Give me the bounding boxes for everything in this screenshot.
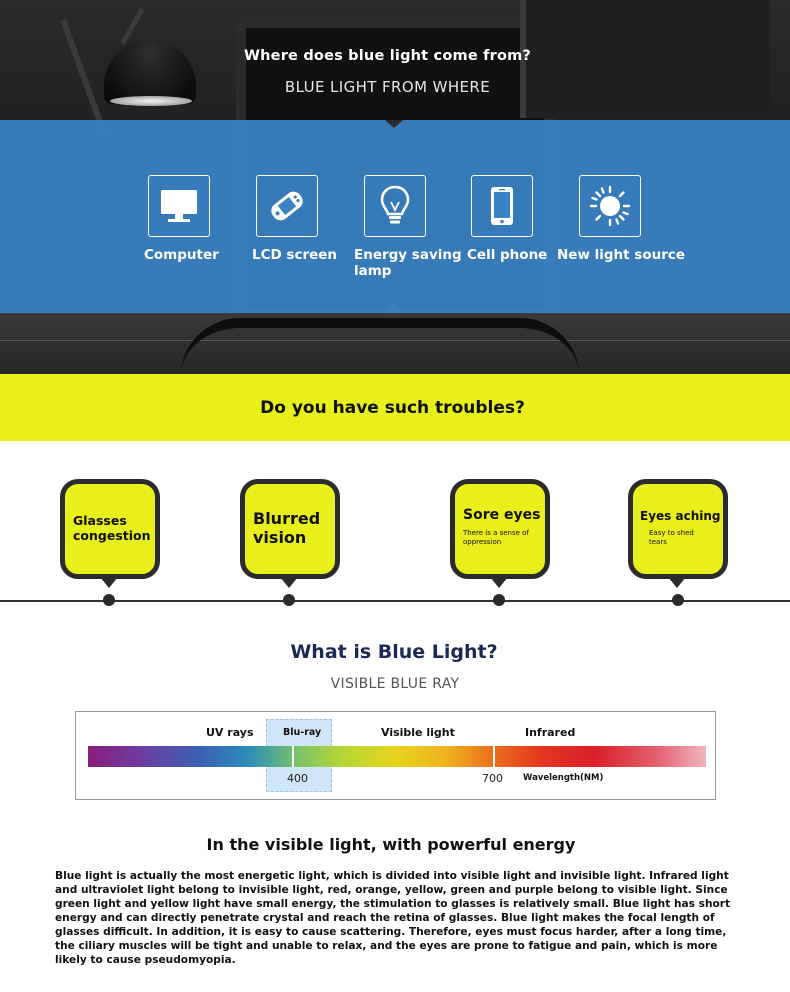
- timeline-dot: [283, 594, 295, 606]
- energy-body: Blue light is actually the most energetic light, which is divided into visible light and invisible light. Infrared light and ultraviolet light belong to invisible light, red, orange, yellow, green and purple belong to visible light. Since green light and yellow light have small energy, the stimulation to glasses is relatively small. Blue light has short energy and can directly penetrate crystal and reach the retina of glasses. Blue light makes the focal length of glasses difficult. In addition, it is easy to cause scattering. Therefore, eyes must focus harder, after a long time, the ciliary muscles will be tight and unable to relax, and the eyes are prone to fatigue and pain, which is more likely to cause pseudomyopia.: [55, 870, 731, 966]
- blue-light-title: What is Blue Light?: [290, 641, 498, 663]
- sun-light-icon: [579, 175, 641, 237]
- troubles-title: Do you have such troubles?: [260, 398, 525, 418]
- trouble-title: Glasses congestion: [73, 513, 151, 543]
- source-label: Computer: [144, 247, 219, 263]
- spectrum-divider-700: [493, 746, 495, 767]
- band-notch-bottom: [385, 303, 403, 313]
- source-lcd-screen: [252, 175, 338, 263]
- trouble-pointer: [668, 577, 686, 588]
- lamp-arm-upper: [120, 7, 144, 44]
- trouble-subtitle: Easy to shed tears: [649, 529, 694, 547]
- trouble-pointer: [490, 577, 508, 588]
- cell-phone-icon: [471, 175, 533, 237]
- source-energy-saving-lamp: [354, 175, 462, 279]
- visible-light-label: Visible light: [381, 726, 455, 739]
- hero-title: Where does blue light come from?: [243, 48, 532, 64]
- trouble-eyes-aching: [628, 479, 728, 579]
- blu-ray-label: Blu-ray: [283, 727, 322, 738]
- trouble-title: Eyes aching: [640, 509, 721, 523]
- timeline-dot: [672, 594, 684, 606]
- source-cell-phone: [467, 175, 548, 263]
- trouble-blurred-vision: [240, 479, 340, 579]
- spectrum-divider-400: [292, 746, 294, 767]
- spectrum-bar: [88, 746, 706, 767]
- wavelength-label: Wavelength(NM): [523, 773, 604, 783]
- blue-light-subtitle: VISIBLE BLUE RAY: [330, 676, 460, 692]
- timeline-dot: [103, 594, 115, 606]
- trouble-title: Sore eyes: [463, 507, 541, 523]
- source-label: LCD screen: [252, 247, 338, 263]
- light-bulb-icon: [364, 175, 426, 237]
- trouble-pointer: [100, 577, 118, 588]
- tick-400: 400: [287, 772, 308, 785]
- background-chair: [180, 318, 580, 374]
- source-label: Energy saving lamp: [354, 247, 462, 279]
- trouble-sore-eyes: [450, 479, 550, 579]
- energy-title: In the visible light, with powerful energy: [206, 835, 576, 854]
- source-label: Cell phone: [467, 247, 548, 263]
- trouble-subtitle: There is a sense of oppression: [463, 529, 529, 547]
- uv-rays-label: UV rays: [206, 726, 254, 739]
- trouble-pointer: [280, 577, 298, 588]
- source-new-light-source: [557, 175, 686, 263]
- source-label: New light source: [557, 247, 686, 263]
- handheld-game-icon: [256, 175, 318, 237]
- trouble-glasses-congestion: [60, 479, 160, 579]
- lamp-light: [110, 96, 192, 106]
- trouble-title: Blurred vision: [253, 509, 321, 548]
- tick-700: 700: [482, 772, 503, 785]
- lamp-arm: [60, 19, 107, 134]
- hero-subtitle: BLUE LIGHT FROM WHERE: [284, 78, 491, 96]
- infrared-label: Infrared: [525, 726, 576, 739]
- computer-monitor-icon: [148, 175, 210, 237]
- timeline-dot: [493, 594, 505, 606]
- band-notch-top: [385, 120, 403, 128]
- source-computer: [144, 175, 219, 263]
